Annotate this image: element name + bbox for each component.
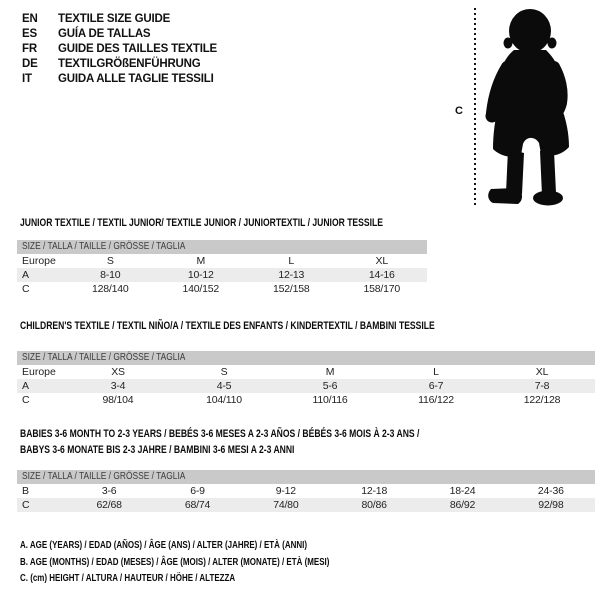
size-cell: 152/158 xyxy=(272,283,310,295)
language-row xyxy=(22,11,217,26)
junior-table-title xyxy=(20,215,485,231)
table-row-europe xyxy=(17,365,595,379)
size-header-text: SIZE / TALLA / TAILLE / GRÖSSE / TAGLIA xyxy=(22,471,186,482)
language-label: TEXTILGRÖßENFÜHRUNG xyxy=(58,57,201,70)
size-cell: 6-7 xyxy=(428,380,444,392)
language-code: FR xyxy=(22,42,37,55)
size-cell: 7-8 xyxy=(534,380,550,392)
junior-size-table xyxy=(17,240,427,296)
children-table-title-text: CHILDREN'S TEXTILE / TEXTIL NIÑO/A / TEXTILE DES ENFANTS / KINDERTEXTIL / BAMBINI TESSILE xyxy=(20,320,435,332)
size-cell: 92/98 xyxy=(538,499,564,511)
size-cell: 122/128 xyxy=(523,394,561,406)
size-cell: 10-12 xyxy=(187,269,214,281)
legend-line-c xyxy=(20,570,427,587)
size-cell: M xyxy=(325,366,335,378)
height-measure-label: C xyxy=(455,105,463,117)
row-label: Europe xyxy=(22,366,56,378)
language-label: GUÍA DE TALLAS xyxy=(58,27,151,40)
language-code: IT xyxy=(22,72,32,85)
size-cell: S xyxy=(220,366,228,378)
size-cell: 18-24 xyxy=(449,485,476,497)
row-label: C xyxy=(22,394,30,406)
baby-silhouette-icon xyxy=(484,6,584,208)
row-label: A xyxy=(22,269,30,281)
size-header-bar xyxy=(17,351,595,365)
children-size-table xyxy=(17,351,595,407)
legend-line-a-text: A. AGE (YEARS) / EDAD (AÑOS) / ÂGE (ANS) / ALTER (JAHRE) / ETÀ (ANNI) xyxy=(20,539,307,551)
legend-line-c-text: C. (cm) HEIGHT / ALTURA / HAUTEUR / HÖHE / ALTEZZA xyxy=(20,572,236,584)
language-row xyxy=(22,56,217,71)
size-header-bar xyxy=(17,240,427,254)
row-label: B xyxy=(22,485,30,497)
size-cell: L xyxy=(433,366,439,378)
babies-size-table xyxy=(17,470,595,512)
legend xyxy=(20,537,427,587)
size-cell: 140/152 xyxy=(182,283,220,295)
language-row xyxy=(22,71,217,86)
size-cell: 98/104 xyxy=(102,394,134,406)
size-cell: 80/86 xyxy=(361,499,387,511)
size-cell: L xyxy=(288,255,295,267)
babies-table-title xyxy=(20,426,532,458)
row-label: Europe xyxy=(22,255,56,267)
language-row xyxy=(22,41,217,56)
table-row-height xyxy=(17,282,427,296)
size-cell: 116/122 xyxy=(418,394,454,406)
row-label: C xyxy=(22,499,30,511)
language-label: TEXTILE SIZE GUIDE xyxy=(58,12,171,25)
height-measure-line xyxy=(474,8,476,206)
size-cell: 62/68 xyxy=(96,499,122,511)
size-cell: 128/140 xyxy=(91,283,129,295)
table-row-age-months xyxy=(17,484,595,498)
size-cell: XS xyxy=(111,366,125,378)
size-cell: 8-10 xyxy=(100,269,121,281)
size-cell: 4-5 xyxy=(216,380,232,392)
size-header-text: SIZE / TALLA / TAILLE / GRÖSSE / TAGLIA xyxy=(22,352,186,363)
size-cell: 110/116 xyxy=(312,394,348,406)
size-cell: 9-12 xyxy=(275,485,296,497)
junior-table-title-text: JUNIOR TEXTILE / TEXTIL JUNIOR/ TEXTILE JUNIOR / JUNIORTEXTIL / JUNIOR TESSILE xyxy=(20,217,383,229)
size-cell: 3-6 xyxy=(101,485,117,497)
language-label: GUIDE DES TAILLES TEXTILE xyxy=(58,42,217,55)
language-label: GUIDA ALLE TAGLIE TESSILI xyxy=(58,72,214,85)
children-table-title xyxy=(20,318,552,334)
size-cell: 74/80 xyxy=(273,499,299,511)
table-row-age xyxy=(17,379,595,393)
table-row-age xyxy=(17,268,427,282)
size-cell: M xyxy=(196,255,206,267)
size-cell: 24-36 xyxy=(537,485,564,497)
legend-line-b xyxy=(20,554,427,571)
size-header-bar xyxy=(17,470,595,484)
size-cell: 104/110 xyxy=(206,394,242,406)
legend-line-a xyxy=(20,537,427,554)
language-code: ES xyxy=(22,27,37,40)
size-cell: 158/170 xyxy=(363,283,401,295)
size-header-text: SIZE / TALLA / TAILLE / GRÖSSE / TAGLIA xyxy=(22,241,186,252)
language-row xyxy=(22,26,217,41)
babies-table-title-line2: BABYS 3-6 MONATE BIS 2-3 JAHRE / BAMBINI 3-6 MESI A 2-3 ANNI xyxy=(20,444,295,456)
language-code: EN xyxy=(22,12,38,25)
table-row-height xyxy=(17,498,595,512)
row-label: C xyxy=(22,283,30,295)
babies-table-title-line1: BABIES 3-6 MONTH TO 2-3 YEARS / BEBÉS 3-6 MESES A 2-3 AÑOS / BÉBÉS 3-6 MOIS À 2-3 ANS / xyxy=(20,428,420,440)
size-cell: 86/92 xyxy=(449,499,476,511)
size-cell: 68/74 xyxy=(184,499,211,511)
size-cell: 14-16 xyxy=(368,269,395,281)
size-cell: 6-9 xyxy=(190,485,205,497)
language-title-list xyxy=(22,11,217,86)
table-row-europe xyxy=(17,254,427,268)
size-cell: 5-6 xyxy=(322,380,338,392)
legend-line-b-text: B. AGE (MONTHS) / EDAD (MESES) / ÂGE (MOIS) / ALTER (MONATE) / ETÀ (MESI) xyxy=(20,555,330,568)
size-cell: XL xyxy=(535,366,549,378)
table-row-height xyxy=(17,393,595,407)
size-cell: XL xyxy=(375,255,388,267)
size-cell: 3-4 xyxy=(110,380,126,392)
size-cell: S xyxy=(106,255,114,267)
language-code: DE xyxy=(22,57,38,70)
size-cell: 12-18 xyxy=(361,485,388,497)
size-cell: 12-13 xyxy=(278,269,305,281)
row-label: A xyxy=(22,380,30,392)
